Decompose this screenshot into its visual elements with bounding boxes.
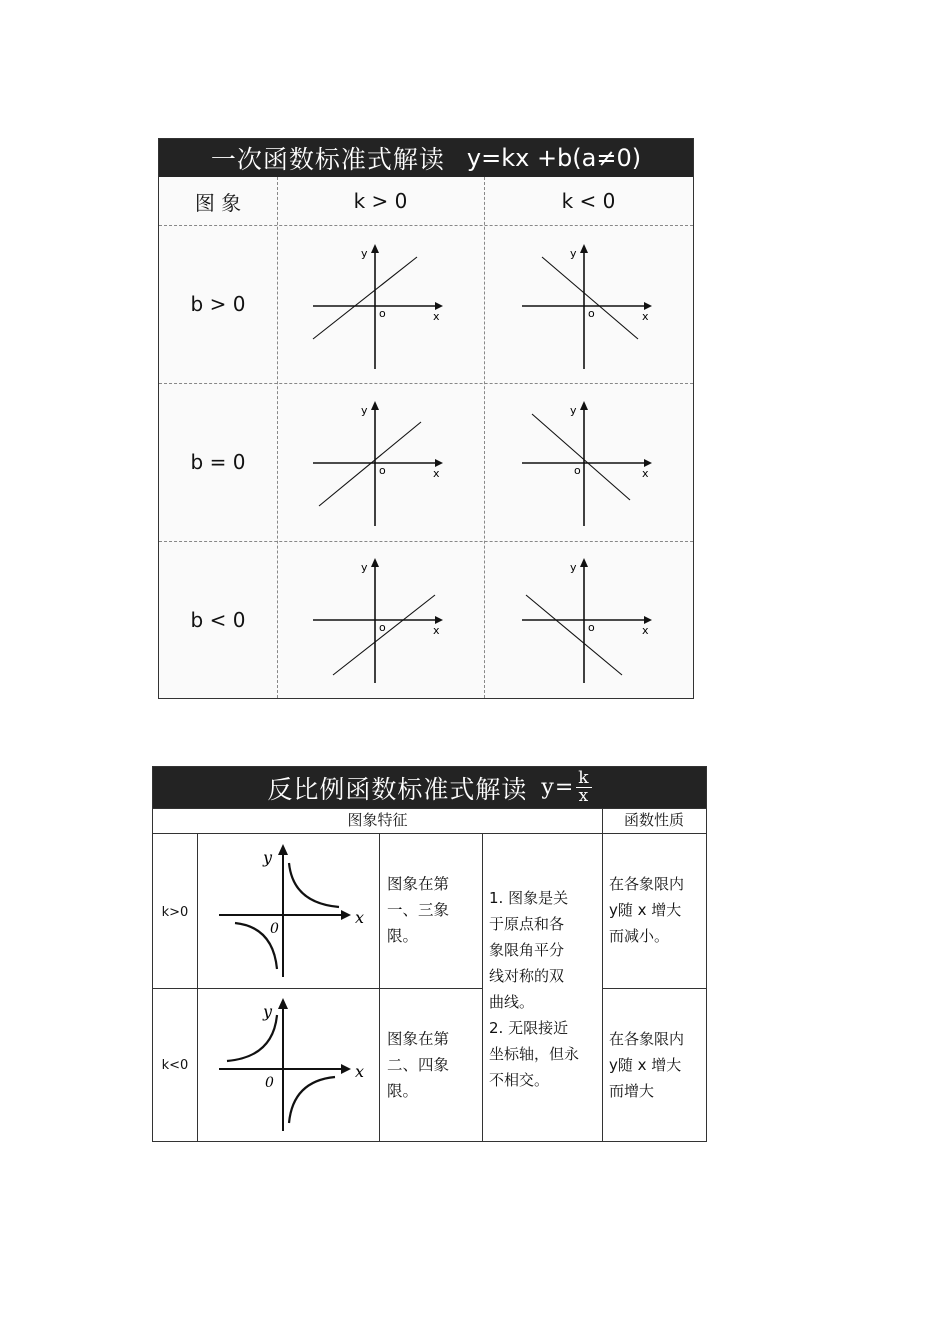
inverse-formula-denominator: x [578,786,590,806]
x-axis-arrow [435,459,443,467]
y-axis-arrow [371,558,379,567]
inverse-grid-line [153,988,482,989]
inverse-grid-line [482,833,483,1141]
function-line [333,595,435,675]
shared-line: 2. 无限接近 [489,1019,569,1037]
inverse-formula-lhs: y= [541,775,575,800]
header-k-negative: k < 0 [561,189,616,213]
x-axis-label: x [642,624,649,637]
x-axis-arrow [341,910,351,920]
function-line [532,414,630,500]
inverse-formula-fraction [576,770,591,805]
x-axis-label: x [642,310,649,323]
quadrant-text-k-negative [387,1026,479,1104]
hyperbola-k-negative [213,997,373,1137]
linear-table-formula: y=kx +b(a≠0) [466,144,642,172]
row-label-b-positive: b > 0 [190,292,246,316]
property-line: 在各象限内 [609,875,685,893]
hyperbola-branch-q4 [289,1077,335,1123]
y-axis-arrow [371,244,379,253]
origin-label: o [588,307,595,320]
y-axis-arrow [278,844,288,855]
origin-label: o [379,307,386,320]
x-axis-label: x [642,467,649,480]
shared-line: 于原点和各 [489,915,565,933]
shared-line: 象限角平分 [489,941,565,959]
property-line: y随 x 增大 [609,901,682,919]
origin-label: 0 [270,921,279,937]
hyperbola-branch-q2 [227,1015,277,1061]
y-axis-label: y [570,561,577,574]
inverse-grid-line [153,833,706,834]
shared-feature-text [489,885,599,1093]
quadrant-line: 限。 [387,1082,419,1100]
header-k-positive: k > 0 [353,189,408,213]
linear-table-title-bar [159,139,693,177]
y-axis-arrow [371,401,379,410]
quadrant-line: 限。 [387,927,419,945]
property-text-k-negative [609,1026,705,1104]
inverse-table-title-bar [153,767,706,808]
inverse-grid-line [602,808,603,1141]
graph-k-neg-b-zero [514,400,654,530]
row-label-b-zero: b = 0 [190,450,246,474]
y-axis-label: y [570,404,577,417]
x-axis-arrow [644,616,652,624]
inverse-table-title: 反比例函数标准式解读 [267,774,528,804]
inverse-formula-numerator: k [578,768,590,788]
shared-line: 不相交。 [489,1071,550,1089]
linear-table-title: 一次函数标准式解读 [210,145,445,174]
property-text-k-positive [609,871,705,949]
inverse-grid-line [602,988,706,989]
x-axis-arrow [341,1064,351,1074]
shared-line: 曲线。 [489,993,535,1011]
quadrant-line: 图象在第 [387,875,450,893]
y-axis-label: y [570,247,577,260]
x-axis-label: x [355,908,365,927]
x-axis-label: x [355,1062,365,1081]
quadrant-line: 二、四象 [387,1056,450,1074]
y-axis-label: y [361,404,368,417]
graph-k-pos-b-neg [305,557,445,687]
graph-k-neg-b-pos [514,243,654,373]
property-line: 而减小。 [609,927,670,945]
x-axis-arrow [644,459,652,467]
shared-line: 线对称的双 [489,967,565,985]
y-axis-arrow [580,244,588,253]
quadrant-text-k-positive [387,871,479,949]
y-axis-label: y [263,848,273,867]
y-axis-arrow [278,998,288,1009]
inverse-function-table [152,766,707,1142]
hyperbola-branch-q1 [289,863,339,907]
quadrant-line: 一、三象 [387,901,450,919]
function-line [542,257,638,339]
origin-label: o [588,621,595,634]
x-axis-label: x [433,467,440,480]
origin-label: o [574,464,581,477]
function-line [313,257,417,339]
x-axis-label: x [433,310,440,323]
graph-k-pos-b-zero [305,400,445,530]
property-line: y随 x 增大 [609,1056,682,1074]
quadrant-line: 图象在第 [387,1030,450,1048]
origin-label: 0 [265,1075,274,1091]
graph-k-pos-b-pos [305,243,445,373]
row-label-k-positive: k>0 [161,905,189,920]
y-axis-label: y [361,561,368,574]
y-axis-label: y [361,247,368,260]
y-axis-arrow [580,558,588,567]
header-graph-label: 图 象 [194,190,242,215]
linear-function-table [158,138,694,699]
y-axis-label: y [263,1002,273,1021]
row-label-k-negative: k<0 [161,1058,189,1073]
x-axis-label: x [433,624,440,637]
linear-grid-line [277,177,278,698]
property-line: 而增大 [609,1082,655,1100]
x-axis-arrow [435,616,443,624]
origin-label: o [379,464,386,477]
linear-grid-line [484,177,485,698]
function-line [319,422,421,506]
inverse-grid-line [379,833,380,1141]
y-axis-arrow [580,401,588,410]
shared-line: 1. 图象是关 [489,889,569,907]
inverse-grid-line [197,833,198,1141]
row-label-b-negative: b < 0 [190,607,246,632]
origin-label: o [379,621,386,634]
x-axis-arrow [644,302,652,310]
graph-k-neg-b-neg [514,557,654,687]
property-line: 在各象限内 [609,1030,685,1048]
header-features: 图象特征 [347,811,408,829]
shared-line: 坐标轴，但永 [489,1045,580,1063]
function-line [526,595,622,675]
hyperbola-k-positive [213,843,373,983]
header-properties: 函数性质 [623,811,684,829]
x-axis-arrow [435,302,443,310]
